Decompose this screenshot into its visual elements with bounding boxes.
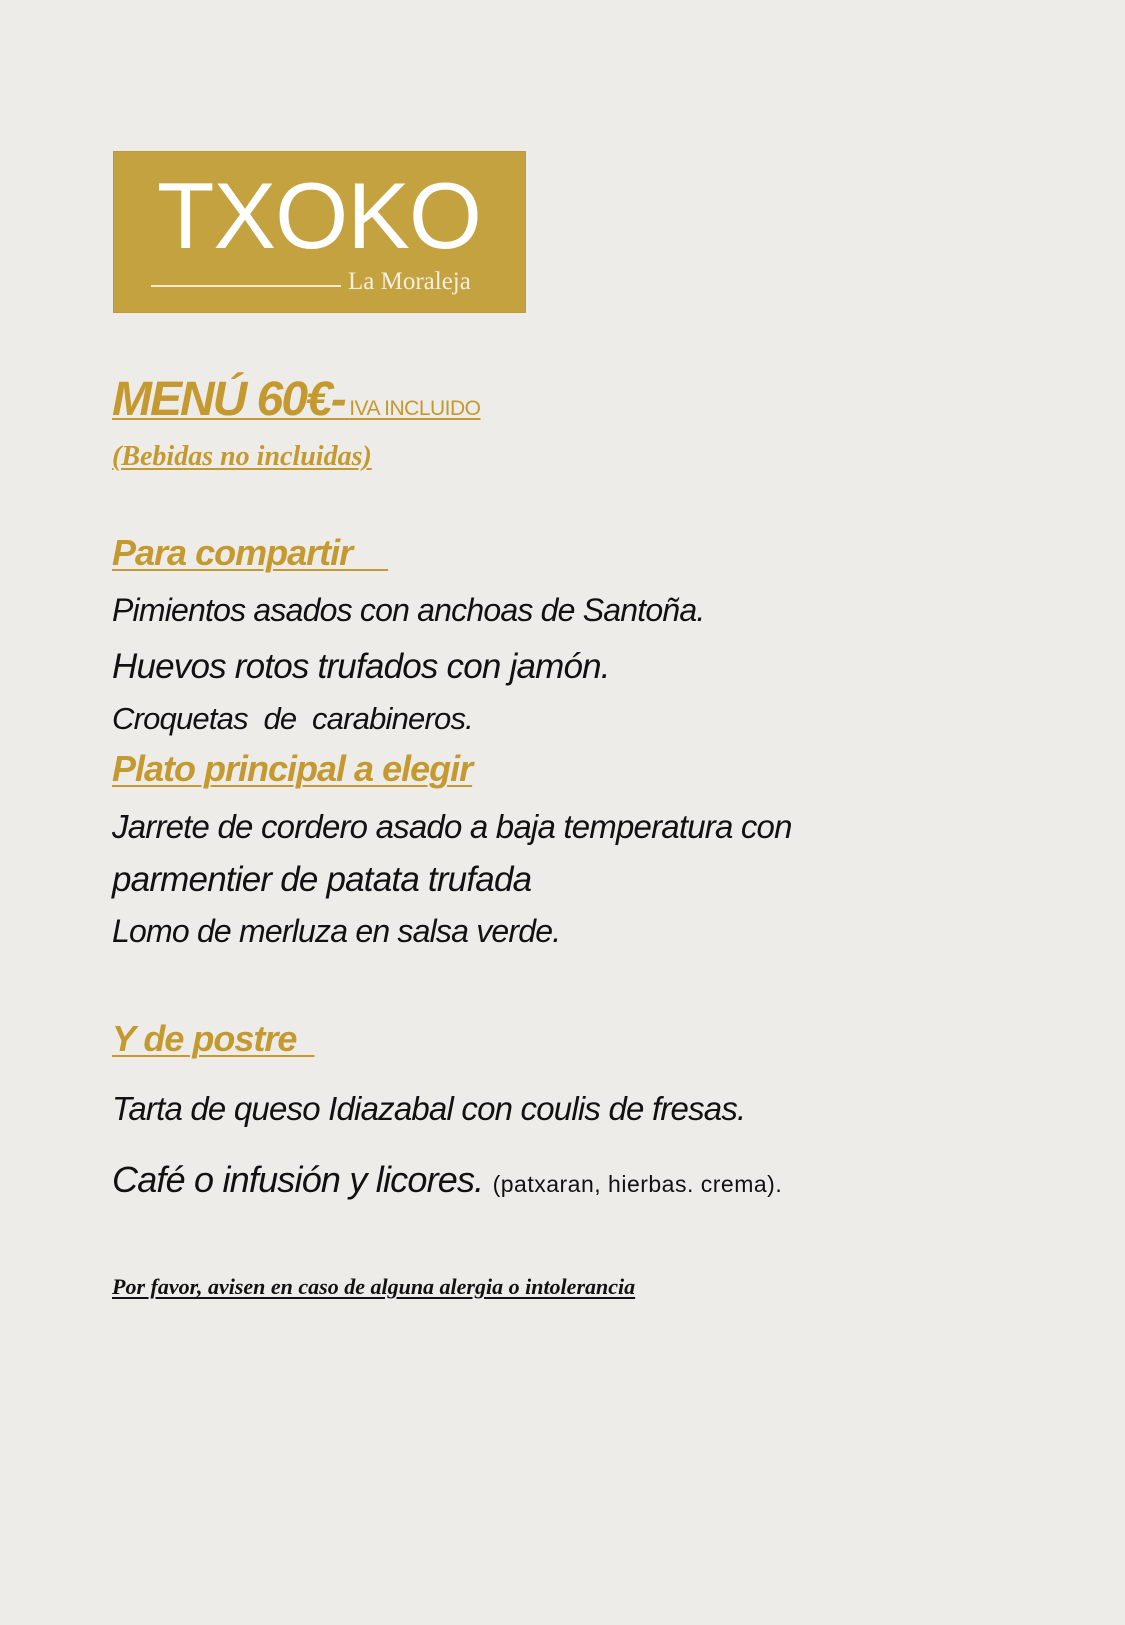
allergy-note: Por favor, avisen en caso de alguna alergia o intolerancia [112, 1274, 636, 1299]
txoko-logo [114, 152, 525, 312]
logo-location: La Moraleja [348, 268, 471, 295]
heading-main: Plato principal a elegir [112, 748, 473, 789]
share-item-3: Croquetas de carabineros. [112, 701, 473, 736]
logo-divider-line [151, 285, 341, 287]
heading-dessert: Y de postre [112, 1018, 315, 1059]
share-item-1: Pimientos asados con anchoas de Santoña. [112, 592, 705, 628]
coffee-and-liqueurs: Café o infusión y licores. [112, 1159, 484, 1200]
main-item-3: Lomo de merluza en salsa verde. [112, 913, 561, 949]
share-item-2: Huevos rotos trufados con jamón. [112, 647, 610, 686]
heading-share: Para compartir [112, 532, 389, 573]
menu-price-title: MENÚ 60€- [112, 373, 345, 426]
logo-brand: TXOKO [156, 163, 482, 268]
drinks-note: (Bebidas no incluidas) [112, 441, 372, 472]
menu-title [112, 372, 481, 427]
liqueur-note: (patxaran, hierbas. crema). [492, 1171, 783, 1197]
dessert-item-1: Tarta de queso Idiazabal con coulis de fresas. [112, 1090, 746, 1127]
main-item-1: Jarrete de cordero asado a baja temperatura con [112, 808, 792, 845]
dessert-item-2 [112, 1159, 782, 1201]
vat-note: IVA INCLUIDO [349, 397, 481, 420]
main-item-2: parmentier de patata trufada [112, 860, 532, 899]
